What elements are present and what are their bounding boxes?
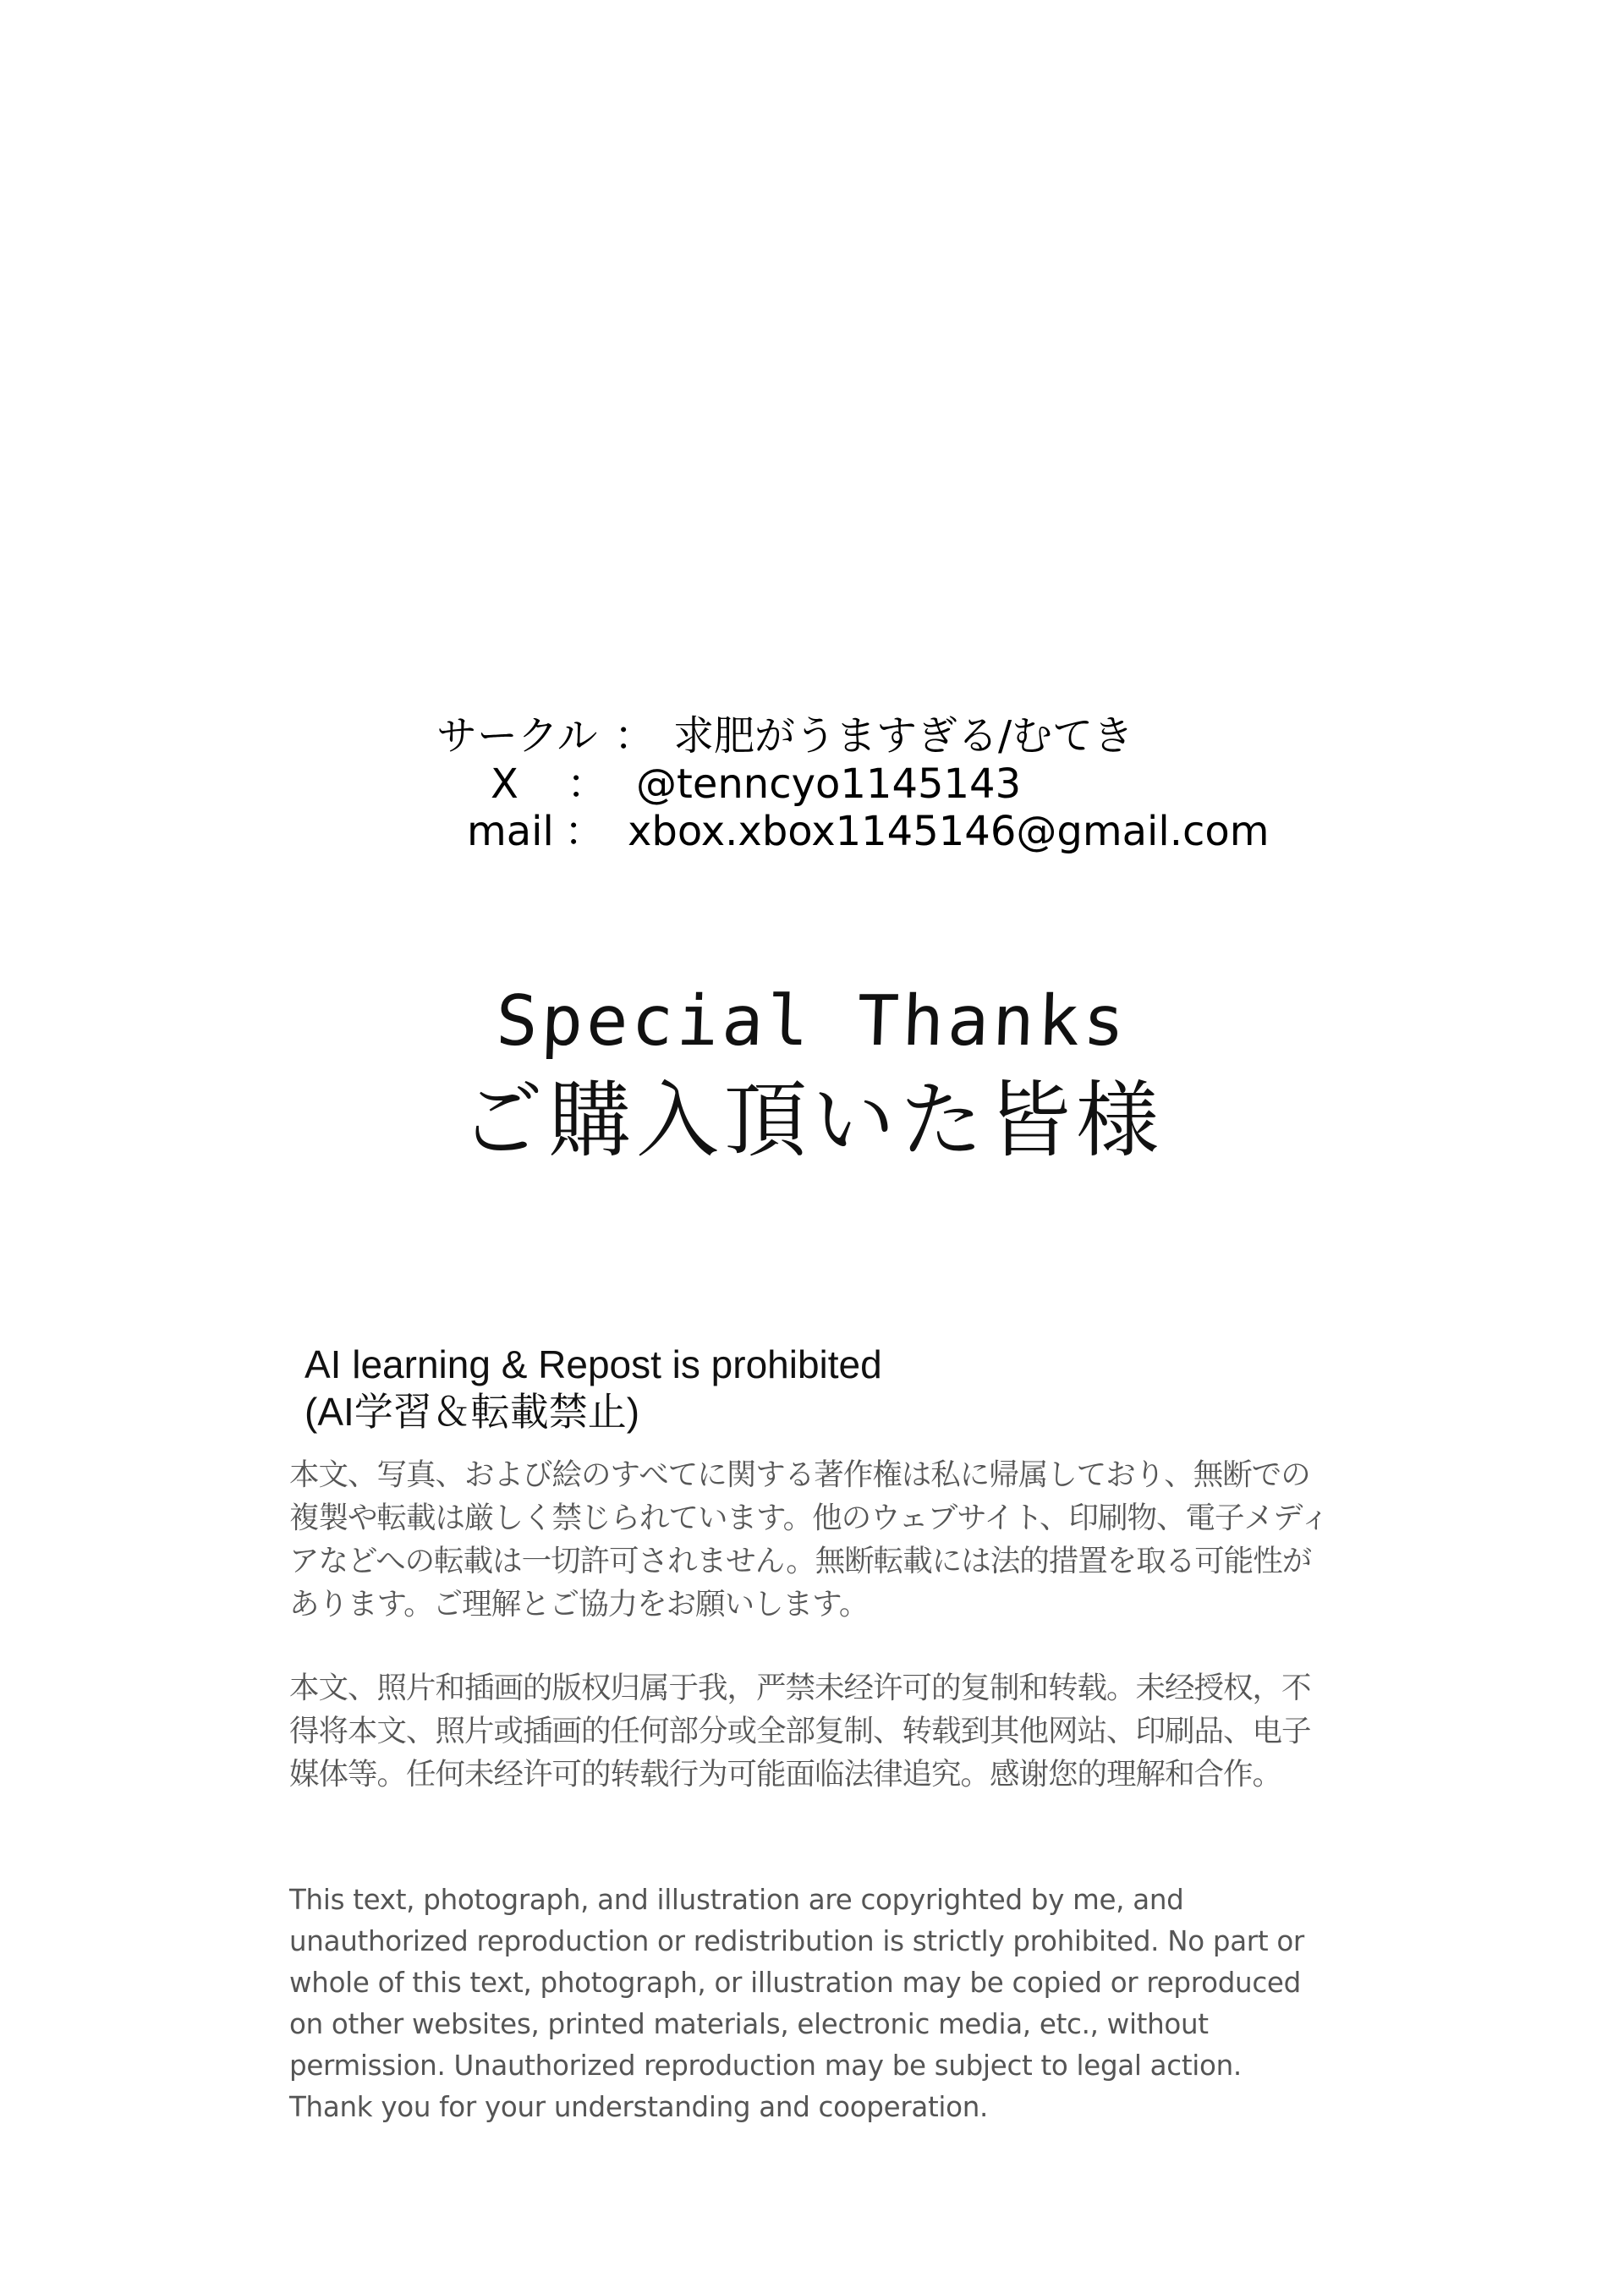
mail-label: mail: [467, 808, 554, 855]
copyright-english: This text, photograph, and illustration are copyrighted by me, and unauthorized reproduction or redistribution is strictly prohibited. No part or whole of this text, photograph, or illustration may be copied or reproduced on other websites, printed materials, electronic media, etc., without permission. Unauthorized reproduction may be subject to legal action. Thank you for your understanding and cooperation.: [289, 1884, 1304, 2123]
x-separator: ：: [567, 760, 608, 808]
notice-line-english: AI learning & Repost is prohibited: [304, 1342, 882, 1386]
x-label: X: [491, 760, 518, 808]
mail-address: xbox.xbox1145146@gmail.com: [628, 808, 1270, 855]
circle-row: [436, 711, 1133, 761]
circle-label: サークル: [436, 712, 598, 760]
circle-name: 求肥がうますぎる/むてき: [673, 712, 1134, 760]
special-thanks-title: Special Thanks: [494, 981, 1130, 1062]
copyright-japanese: 本文、写真、および絵のすべてに関する著作権は私に帰属しており、無断での複製や転載は厳しく禁じられています。他のウェブサイト、印刷物、電子メディアなどへの転載は一切許可されません。無断転載には法的措置を取る可能性があります。ご理解とご協力をお願いします。: [289, 1457, 1330, 1622]
x-row: [491, 759, 1021, 809]
mail-separator: ：: [564, 808, 606, 855]
ai-repost-notice: [304, 1341, 882, 1435]
notice-line-japanese: (AI学習＆転載禁止): [304, 1390, 640, 1434]
mail-row: [467, 806, 1269, 857]
x-handle: @tenncyo1145143: [636, 760, 1022, 808]
circle-separator: ：: [614, 712, 656, 760]
circle-info: [0, 0, 1624, 930]
copyright-chinese: 本文、照片和插画的版权归属于我，严禁未经许可的复制和转载。未经授权，不得将本文、照片或插画的任何部分或全部复制、转载到其他网站、印刷品、电子媒体等。任何未经许可的转载行为可能面临法律追究。感谢您的理解和合作。: [289, 1671, 1311, 1792]
special-thanks-subtitle: ご購入頂いた皆様: [459, 1073, 1164, 1169]
